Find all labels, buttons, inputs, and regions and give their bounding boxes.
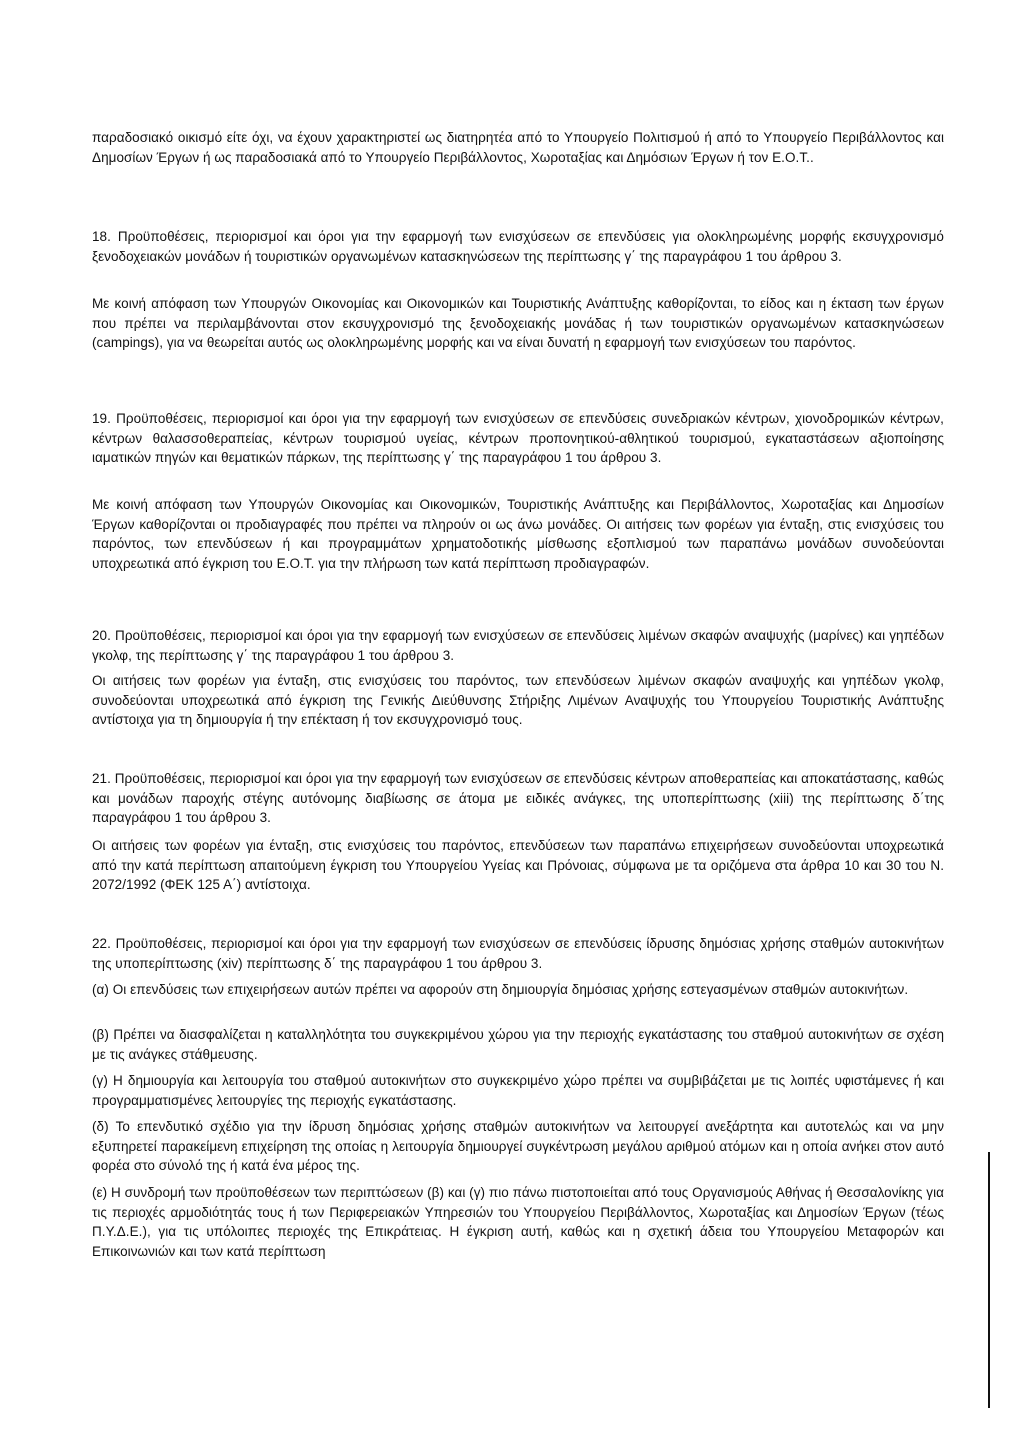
paragraph-18-body: Με κοινή απόφαση των Υπουργών Οικονομίας και Οικονομικών και Τουριστικής Ανάπτυξης καθορίζονται, το είδος και η έκταση των έργων που πρέπει να περιλαμβάνονται στον εκσυγχρονισμό της ξενοδοχειακής μονάδας ή των τουριστικών οργανωμένων κατασκηνώσεων (campings), για να θεωρείται αυτός ως ολοκληρωμένης μορφής και να είναι δυνατή η εφαρμογή των ενισχύσεων του παρόντος.	[92, 296, 944, 350]
paragraph-19-body: Με κοινή απόφαση των Υπουργών Οικονομίας και Οικονομικών, Τουριστικής Ανάπτυξης και Περιβάλλοντος, Χωροταξίας και Δημοσίων Έργων καθορίζονται οι προδιαγραφές που πρέπει να πληρούν οι ως άνω μονάδες. Οι αιτήσεις των φορέων για ένταξη, στις ενισχύσεις του παρόντος, των επενδύσεων ή και προγραμμάτων χρηματοδοτικής μίσθωσης εξοπλισμού των παραπάνω μονάδων συνοδεύονται υποχρεωτικά από έγκριση του Ε.Ο.Τ. για την πλήρωση των κατά περίπτωση προδιαγραφών.	[92, 497, 944, 571]
paragraph-22-item-b: (β) Πρέπει να διασφαλίζεται η καταλληλότητα του συγκεκριμένου χώρου για την περιοχής εγκατάστασης του σταθμού αυτοκινήτων σε σχέση με τις ανάγκες στάθμευσης.	[92, 1027, 944, 1062]
paragraph-22-item-c: (γ) Η δημιουργία και λειτουργία του σταθμού αυτοκινήτων στο συγκεκριμένο χώρο πρέπει να συμβιβάζεται με τις λοιπές υφιστάμενες ή και προγραμματισμένες λειτουργίες της περιοχής εγκατάστασης.	[92, 1073, 944, 1108]
paragraph-22-item-d: (δ) Το επενδυτικό σχέδιο για την ίδρυση δημόσιας χρήσης σταθμών αυτοκινήτων να λειτουργεί ανεξάρτητα και αυτοτελώς και να μην εξυπηρετεί παρακείμενη επιχείρηση της οποίας η λειτουργία δημιουργεί συγκέντρωση μεγάλου αριθμού ατόμων και η οποία ανήκει στον αυτό φορέα στο σύνολό της ή κατά ένα μέρος της.	[92, 1119, 944, 1173]
paragraph-22-item-a: (α) Οι επενδύσεις των επιχειρήσεων αυτών πρέπει να αφορούν στη δημιουργία δημόσιας χρήσης εστεγασμένων σταθμών αυτοκινήτων.	[92, 982, 909, 997]
paragraph-19-heading: 19. Προϋποθέσεις, περιορισμοί και όροι για την εφαρμογή των ενισχύσεων σε επενδύσεις συνεδριακών κέντρων, χιονοδρομικών κέντρων, κέντρων θαλασσοθεραπείας, κέντρων τουρισμού υγείας, κέντρων προπονητικού-αθλητικού τουρισμού, εγκαταστάσεων αξιοποίησης ιαματικών πηγών και θεματικών πάρκων, της περίπτωσης γ΄ της παραγράφου 1 του άρθρου 3.	[92, 411, 944, 465]
paragraph-20-heading: 20. Προϋποθέσεις, περιορισμοί και όροι για την εφαρμογή των ενισχύσεων σε επενδύσεις λιμένων σκαφών αναψυχής (μαρίνες) και γηπέδων γκολφ, της περίπτωσης γ΄ της παραγράφου 1 του άρθρου 3.	[92, 628, 944, 663]
paragraph-intro: παραδοσιακό οικισμό είτε όχι, να έχουν χαρακτηριστεί ως διατηρητέα από το Υπουργείο Πολιτισμού ή από το Υπουργείο Περιβάλλοντος και Δημοσίων Έργων ή ως παραδοσιακά από το Υπουργείο Περιβάλλοντος, Χωροταξίας και Δημόσιων Έργων ή τον Ε.Ο.Τ..	[92, 130, 944, 165]
paragraph-18-heading: 18. Προϋποθέσεις, περιορισμοί και όροι για την εφαρμογή των ενισχύσεων σε επενδύσεις για ολοκληρωμένης μορφής εκσυγχρονισμό ξενοδοχειακών μονάδων ή τουριστικών οργανωμένων κατασκηνώσεων της περίπτωσης γ΄ της παραγράφου 1 του άρθρου 3.	[92, 229, 944, 264]
paragraph-21-heading: 21. Προϋποθέσεις, περιορισμοί και όροι για την εφαρμογή των ενισχύσεων σε επενδύσεις κέντρων αποθεραπείας και αποκατάστασης, καθώς και μονάδων παροχής στέγης αυτόνομης διαβίωσης σε άτομα με ειδικές ανάγκες, της υποπερίπτωσης (xiii) της περίπτωσης δ΄της παραγράφου 1 του άρθρου 3.	[92, 771, 944, 825]
margin-rule	[988, 1152, 990, 1408]
paragraph-20-body: Οι αιτήσεις των φορέων για ένταξη, στις ενισχύσεις του παρόντος, των επενδύσεων λιμένων σκαφών αναψυχής και γηπέδων γκολφ, συνοδεύονται υποχρεωτικά από έγκριση της Γενικής Διεύθυνσης Στήριξης Λιμένων Αναψυχής του Υπουργείου Τουριστικής Ανάπτυξης αντίστοιχα για τη δημιουργία ή την επέκταση ή τον εκσυγχρονισμό τους.	[92, 673, 944, 727]
paragraph-21-body: Οι αιτήσεις των φορέων για ένταξη, στις ενισχύσεις του παρόντος, επενδύσεων των παραπάνω επιχειρήσεων συνοδεύονται υποχρεωτικά από την κατά περίπτωση απαιτούμενη έγκριση του Υπουργείου Υγείας και Πρόνοιας, σύμφωνα με τα οριζόμενα στα άρθρα 10 και 30 του Ν. 2072/1992 (ΦΕΚ 125 Α΄) αντίστοιχα.	[92, 838, 944, 892]
paragraph-22-heading: 22. Προϋποθέσεις, περιορισμοί και όροι για την εφαρμογή των ενισχύσεων σε επενδύσεις ίδρυσης δημόσιας χρήσης σταθμών αυτοκινήτων της υποπερίπτωσης (xiv) περίπτωσης δ΄ της παραγράφου 1 του άρθρου 3.	[92, 936, 944, 971]
paragraph-22-item-e: (ε) Η συνδρομή των προϋποθέσεων των περιπτώσεων (β) και (γ) πιο πάνω πιστοποιείται από τους Οργανισμούς Αθήνας ή Θεσσαλονίκης για τις περιοχές αρμοδιότητάς τους ή των Περιφερειακών Υπηρεσιών του Υπουργείου Περιβάλλοντος, Χωροταξίας και Δημοσίων Έργων (τέως Π.Υ.Δ.Ε.), για τις υπόλοιπες περιοχές της Επικράτειας. Η έγκριση αυτή, καθώς και η σχετική άδεια του Υπουργείου Μεταφορών και Επικοινωνιών και των κατά περίπτωση	[92, 1185, 944, 1259]
